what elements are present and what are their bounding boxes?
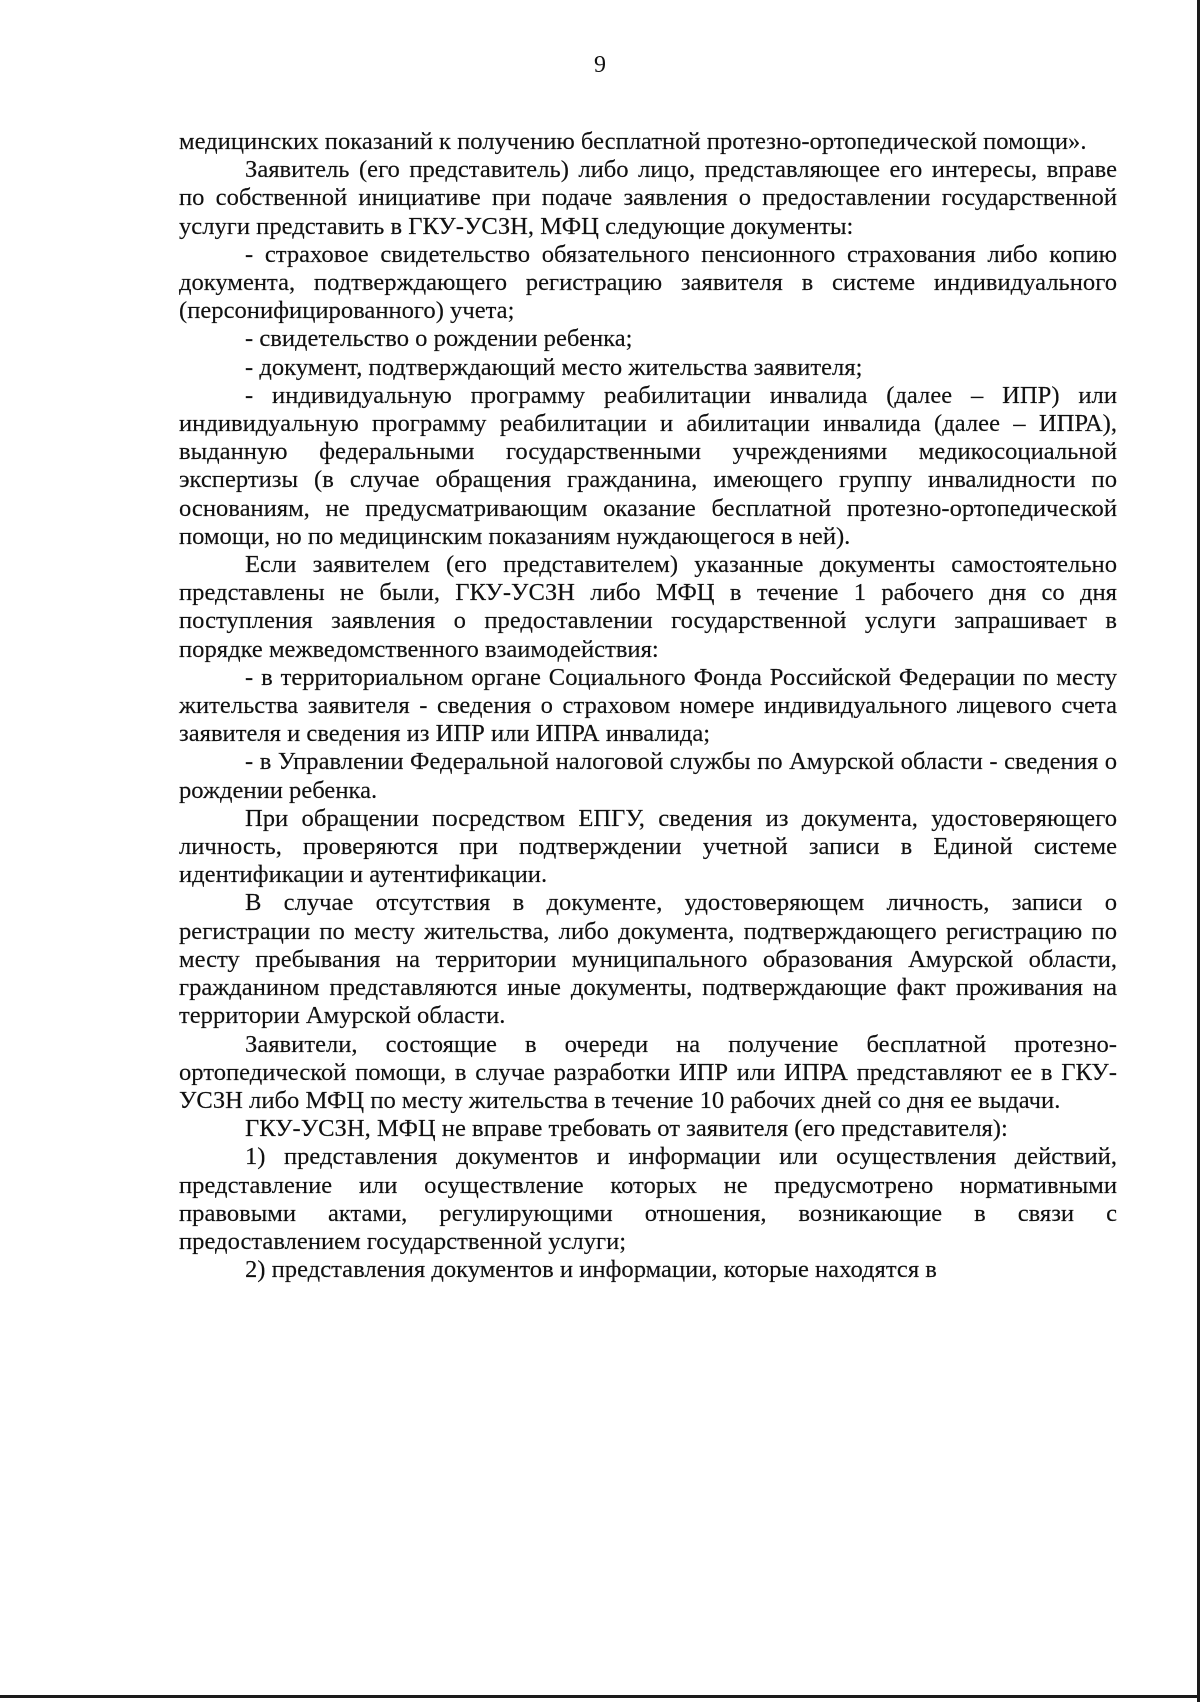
paragraph-applicant-rights: Заявитель (его представитель) либо лицо, представляющее его интересы, вправе по собственной инициативе при подаче заявления о предоставлении государственной услуги представить в ГКУ-УСЗН, МФЦ следующие документы: <box>179 156 1117 240</box>
list-item-insurance-certificate: - страховое свидетельство обязательного пенсионного страхования либо копию документа, подтверждающего регистрацию заявителя в системе индивидуального (персонифицированного) учета; <box>179 240 1117 325</box>
paragraph-interagency-request: Если заявителем (его представителем) указанные документы самостоятельно представлены не были, ГКУ-УСЗН либо МФЦ в течение 1 рабочего дня со дня поступления заявления о предоставлении государственной услуги запрашивает в порядке межведомственного взаимодействия: <box>179 551 1117 663</box>
list-item-social-fund: - в территориальном органе Социального Фонда Российской Федерации по месту жительства заявителя - сведения о страховом номере индивидуального лицевого счета заявителя и сведения из ИПР или ИПРА инвалида; <box>179 663 1117 748</box>
list-item-residence-document: - документ, подтверждающий место жительства заявителя; <box>245 353 863 381</box>
list-item-birth-certificate: - свидетельство о рождении ребенка; <box>245 325 633 353</box>
list-item-2: 2) представления документов и информации, которые находятся в <box>245 1256 937 1284</box>
paragraph-continuation: медицинских показаний к получению бесплатной протезно-ортопедической помощи». <box>179 128 1087 155</box>
page-number: 9 <box>594 52 606 78</box>
scan-edge-bottom <box>0 1695 1200 1698</box>
paragraph-registration-absence: В случае отсутствия в документе, удостоверяющем личность, записи о регистрации по месту жительства, либо документа, подтверждающего регистрацию по месту пребывания на территории муниципального образования Амурской области, гражданином представляются иные документы, подтверждающие факт проживания на территории Амурской области. <box>179 889 1117 1030</box>
document-body <box>179 128 1117 1284</box>
list-item-1: 1) представления документов и информации или осуществления действий, представление или осуществление которых не предусмотрено нормативными правовыми актами, регулирующими отношения, возникающие в связи с предоставлением государственной услуги; <box>179 1143 1117 1255</box>
paragraph-not-entitled: ГКУ-УСЗН, МФЦ не вправе требовать от заявителя (его представителя): <box>245 1115 1008 1143</box>
list-item-rehabilitation-program: - индивидуальную программу реабилитации инвалида (далее – ИПР) или индивидуальную программу реабилитации и абилитации инвалида (далее – ИПРА), выданную федеральными государственными учреждениями медикосоциальной экспертизы (в случае обращения гражданина, имеющего группу инвалидности по основаниям, не предусматривающим оказание бесплатной протезно-ортопедической помощи, но по медицинским показаниям нуждающегося в ней). <box>179 381 1117 550</box>
paragraph-queue-applicants: Заявители, состоящие в очереди на получение бесплатной протезно-ортопедической помощи, в случае разработки ИПР или ИПРА представляют ее в ГКУ-УСЗН либо МФЦ по месту жительства в течение 10 рабочих дней со дня ее выдачи. <box>179 1030 1117 1114</box>
paragraph-epgu: При обращении посредством ЕПГУ, сведения из документа, удостоверяющего личность, проверяются при подтверждении учетной записи в Единой системе идентификации и аутентификации. <box>179 804 1117 889</box>
list-item-tax-service: - в Управлении Федеральной налоговой службы по Амурской области - сведения о рождении ребенка. <box>179 748 1117 804</box>
